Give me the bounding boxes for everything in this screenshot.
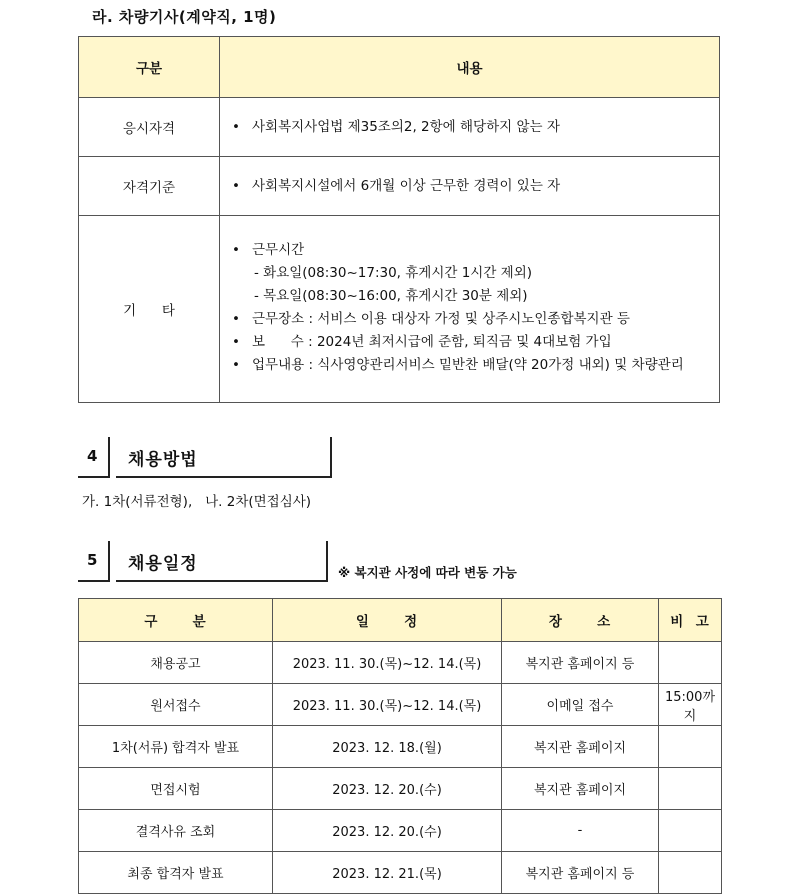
table-row [79, 157, 720, 216]
recruit-method-text: 가. 1차(서류전형), 나. 2차(면접심사) [82, 494, 312, 510]
bullet-item: • 사회복지사업법 제35조의2, 2항에 해당하지 않는 자 [230, 116, 718, 139]
schedule-date: 2023. 11. 30.(목)~12. 14.(목) [273, 684, 502, 726]
schedule-note: ※ 복지관 사정에 따라 변동 가능 [338, 565, 517, 580]
schedule-place: 복지관 홈페이지 등 [502, 642, 659, 684]
table-row [79, 98, 720, 157]
schedule-date: 2023. 12. 20.(수) [273, 768, 502, 810]
bullet-item: • 근무시간 [230, 239, 718, 262]
table-row [79, 216, 720, 403]
schedule-date: 2023. 12. 18.(월) [273, 726, 502, 768]
schedule-place: 복지관 홈페이지 등 [502, 852, 659, 894]
sub-item: - 목요일(08:30~16:00, 휴게시간 30분 제외) [254, 288, 528, 304]
table-header: 내용 [220, 37, 720, 98]
table-row [79, 768, 722, 810]
table-row [79, 642, 722, 684]
schedule-note-cell [659, 642, 722, 684]
table-row [79, 852, 722, 894]
table-header: 구분 [79, 37, 220, 98]
section-number-box [78, 437, 110, 478]
section-number: 4 [87, 447, 98, 465]
row-label: 응시자격 [79, 98, 220, 157]
schedule-place: 이메일 접수 [502, 684, 659, 726]
section-title: 채용방법 [128, 450, 198, 470]
schedule-note-cell [659, 852, 722, 894]
row-label: 기 타 [79, 216, 220, 403]
schedule-note-cell: 15:00까지 [659, 684, 722, 726]
bullet-item: • 업무내용 : 식사영양관리서비스 밑반찬 배달(약 20가정 내외) 및 차량관리 [230, 354, 718, 377]
schedule-place: 복지관 홈페이지 [502, 768, 659, 810]
schedule-note-cell [659, 768, 722, 810]
schedule-note-cell [659, 726, 722, 768]
section-number-box [78, 541, 110, 582]
table-header: 일 정 [273, 599, 502, 642]
section-title-box [116, 541, 328, 582]
row-label: 자격기준 [79, 157, 220, 216]
section-title: 채용일정 [128, 554, 198, 574]
table-row [79, 726, 722, 768]
sub-item: - 화요일(08:30~17:30, 휴게시간 1시간 제외) [254, 265, 533, 281]
section-number: 5 [87, 551, 98, 569]
schedule-date: 2023. 12. 21.(목) [273, 852, 502, 894]
schedule-item: 1차(서류) 합격자 발표 [79, 726, 273, 768]
bullet-item: • 근무장소 : 서비스 이용 대상자 가정 및 상주시노인종합복지관 등 [230, 308, 718, 331]
schedule-date: 2023. 12. 20.(수) [273, 810, 502, 852]
driver-requirements-table [78, 36, 720, 403]
table-header: 비 고 [659, 599, 722, 642]
schedule-item: 최종 합격자 발표 [79, 852, 273, 894]
table-row [79, 684, 722, 726]
schedule-item: 원서접수 [79, 684, 273, 726]
schedule-note-cell [659, 810, 722, 852]
schedule-date: 2023. 11. 30.(목)~12. 14.(목) [273, 642, 502, 684]
section-title-driver: 라. 차량기사(계약직, 1명) [92, 8, 277, 26]
schedule-place: 복지관 홈페이지 [502, 726, 659, 768]
bullet-item: • 사회복지시설에서 6개월 이상 근무한 경력이 있는 자 [230, 175, 718, 198]
schedule-place: - [502, 810, 659, 852]
schedule-item: 면접시험 [79, 768, 273, 810]
table-header: 구 분 [79, 599, 273, 642]
schedule-item: 채용공고 [79, 642, 273, 684]
section-title-box [116, 437, 332, 478]
table-header: 장 소 [502, 599, 659, 642]
bullet-item: • 보 수 : 2024년 최저시급에 준함, 퇴직금 및 4대보험 가입 [230, 331, 718, 354]
table-row [79, 810, 722, 852]
schedule-item: 결격사유 조회 [79, 810, 273, 852]
schedule-table [78, 598, 722, 894]
